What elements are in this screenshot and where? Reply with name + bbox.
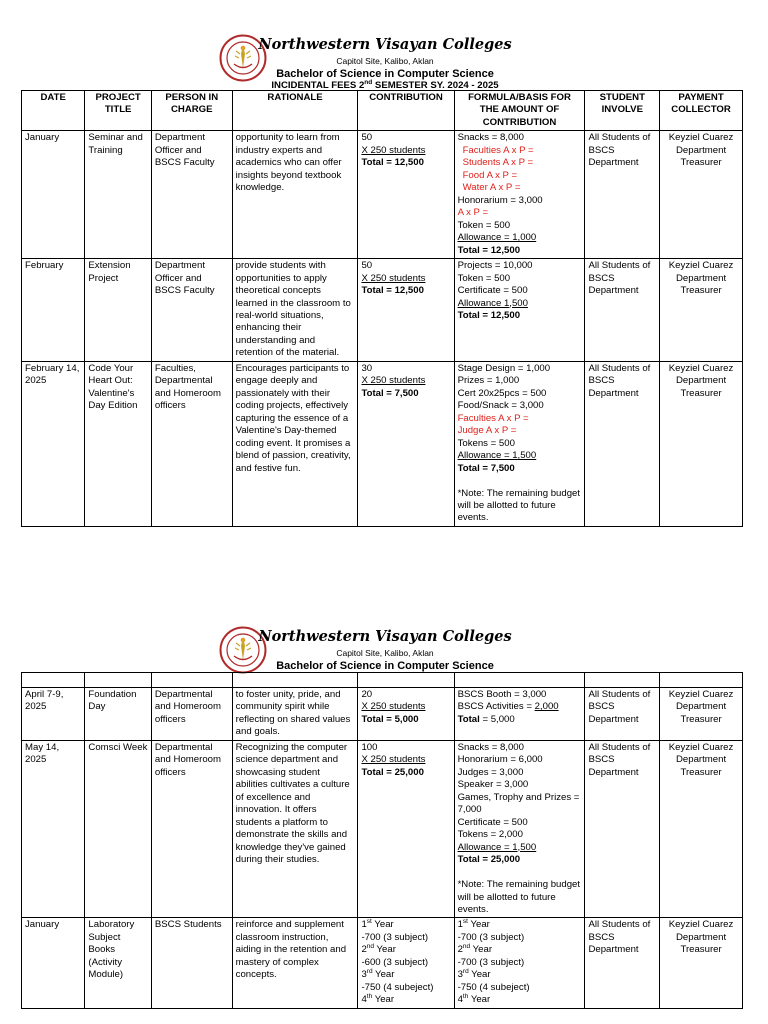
college-name: Northwestern Visayan Colleges xyxy=(258,36,512,53)
table-row xyxy=(22,361,743,526)
table-body-page1 xyxy=(22,131,743,527)
cell-formula xyxy=(454,740,585,918)
cell-rationale: Encourages participants to engage deeply and passionately with their coding projects, effectively capturing the essence of a Valentine's Day-themed coding event. It promises a blend of passion, creativity, and festive fun. xyxy=(232,361,358,526)
cell-person-in-charge: BSCS Students xyxy=(151,918,232,1008)
cell-line: Snacks = 8,000 xyxy=(457,132,524,144)
cell-line: 50 xyxy=(361,260,373,272)
cell-student-involve: All Students of BSCS Department xyxy=(585,918,660,1008)
cell-line: BSCS Booth = 3,000 xyxy=(457,689,547,700)
cell-payment-collector: Keyziel Cuarez Department Treasurer xyxy=(660,688,743,741)
cell-line: Prizes = 1,000 xyxy=(457,375,520,387)
cell-line: 30 xyxy=(361,362,373,374)
cell-line xyxy=(458,867,582,879)
cell-line: Total = 25,000 xyxy=(361,766,424,778)
college-address: Capitol Site, Kalibo, Aklan xyxy=(336,56,434,66)
cell-line: X 250 students xyxy=(361,144,426,156)
cell-line: 4th Year xyxy=(457,993,491,1006)
cell-line: Total = 5,000 xyxy=(361,713,419,725)
cell-project-title: Foundation Day xyxy=(85,688,151,741)
cell-line: Total = 12,500 xyxy=(361,285,424,297)
page1-header xyxy=(0,34,768,96)
cell-line: Tokens = 500 xyxy=(457,437,515,449)
cell-line: 3rd Year xyxy=(457,968,491,981)
table-row xyxy=(22,131,743,259)
cell-line: -700 (3 subject) xyxy=(457,956,525,968)
cell-line: 100 xyxy=(361,741,378,753)
program-title: Bachelor of Science in Computer Science xyxy=(276,68,494,80)
cell-line: Snacks = 8,000 xyxy=(457,741,524,753)
column-header-payment-collector: PAYMENT COLLECTOR xyxy=(660,91,743,131)
cell-person-in-charge: Departmental and Homeroom officers xyxy=(151,740,232,918)
cell-line: Allowance = 1,500 xyxy=(457,450,537,462)
cell-line xyxy=(458,475,582,487)
cell-line: Certificate = 500 xyxy=(457,285,528,297)
cell-student-involve: All Students of BSCS Department xyxy=(585,740,660,918)
cell-line: Stage Design = 1,000 xyxy=(457,362,551,374)
cell-line: Faculties A x P = xyxy=(462,144,534,156)
incidental-fees-table-continued xyxy=(21,672,743,1009)
program-title: Bachelor of Science in Computer Science xyxy=(276,660,494,672)
cell-line: Total = 7,500 xyxy=(457,462,515,474)
table-row xyxy=(22,918,743,1008)
cell-project-title: Extension Project xyxy=(85,259,151,362)
column-header-formula: FORMULA/BASIS FOR THE AMOUNT OF CONTRIBUTION xyxy=(454,91,585,131)
cell-line: X 250 students xyxy=(361,375,426,387)
cell-line: Token = 500 xyxy=(457,219,511,231)
cell-line: Total = 12,500 xyxy=(361,157,424,169)
cell-line: Total = 5,000 xyxy=(457,713,515,725)
cell-line: Total = 12,500 xyxy=(457,244,521,256)
cell-line: Allowance = 1,500 xyxy=(457,841,537,853)
cell-line: Judges = 3,000 xyxy=(457,766,524,778)
cell-person-in-charge: Department Officer and BSCS Faculty xyxy=(151,259,232,362)
cell-rationale: Recognizing the computer science department and showcasing student abilities cultivates a culture of excellence and innovation. It offers students a platform to demonstrate the skills and knowledge they've gained during their studies. xyxy=(232,740,358,918)
cell-payment-collector: Keyziel Cuarez Department Treasurer xyxy=(660,259,743,362)
cell-line: Games, Trophy and Prizes = 7,000 xyxy=(457,791,580,816)
college-address: Capitol Site, Kalibo, Aklan xyxy=(336,648,434,658)
incidental-fees-table xyxy=(21,90,743,527)
cell-line: 2nd Year xyxy=(457,943,493,956)
column-header-student-involve: STUDENT INVOLVE xyxy=(585,91,660,131)
cell-line: Token = 500 xyxy=(457,272,511,284)
cell-line: A x P = xyxy=(457,207,489,219)
cell-formula xyxy=(454,131,585,259)
cell-line: Total = 7,500 xyxy=(361,387,419,399)
cell-line: 3rd Year xyxy=(361,968,395,981)
cell-payment-collector: Keyziel Cuarez Department Treasurer xyxy=(660,740,743,918)
table-header-row xyxy=(22,91,743,131)
column-header-project-title: PROJECT TITLE xyxy=(85,91,151,131)
cell-date: January xyxy=(22,918,85,1008)
cell-line: Faculties A x P = xyxy=(457,412,529,424)
cell-line: -750 (4 subeject) xyxy=(457,981,530,993)
cell-line: Honorarium = 6,000 xyxy=(457,754,543,766)
cell-line: Total = 12,500 xyxy=(457,309,521,321)
cell-line: Judge A x P = xyxy=(457,425,517,437)
cell-line: Speaker = 3,000 xyxy=(457,779,529,791)
cell-line: Projects = 10,000 xyxy=(457,260,533,272)
cell-line: 50 xyxy=(361,132,373,144)
college-name: Northwestern Visayan Colleges xyxy=(258,628,512,645)
cell-person-in-charge: Department Officer and BSCS Faculty xyxy=(151,131,232,259)
cell-line: Food/Snack = 3,000 xyxy=(457,400,544,412)
cell-student-involve: All Students of BSCS Department xyxy=(585,361,660,526)
cell-student-involve: All Students of BSCS Department xyxy=(585,259,660,362)
column-header-date: DATE xyxy=(22,91,85,131)
cell-line: Total = 25,000 xyxy=(457,854,521,866)
table-row xyxy=(22,259,743,362)
cell-rationale: reinforce and supplement classroom instruction, aiding in the retention and mastery of complex concepts. xyxy=(232,918,358,1008)
cell-line: Honorarium = 3,000 xyxy=(457,194,543,206)
cell-date: February 14, 2025 xyxy=(22,361,85,526)
cell-line: X 250 students xyxy=(361,272,426,284)
cell-line: 1st Year xyxy=(457,918,490,931)
cell-line: Cert 20x25pcs = 500 xyxy=(457,387,547,399)
cell-project-title: Seminar and Training xyxy=(85,131,151,259)
cell-rationale: to foster unity, pride, and community spirit while reflecting on shared values and goals. xyxy=(232,688,358,741)
table-row xyxy=(22,740,743,918)
cell-formula xyxy=(454,688,585,741)
cell-project-title: Code Your Heart Out: Valentine's Day Edition xyxy=(85,361,151,526)
cell-line: Tokens = 2,000 xyxy=(457,829,523,841)
cell-payment-collector: Keyziel Cuarez Department Treasurer xyxy=(660,918,743,1008)
fees-subtitle: INCIDENTAL FEES 2nd SEMESTER SY. 2024 - 2025 xyxy=(271,78,499,91)
cell-person-in-charge: Faculties, Departmental and Homeroom officers xyxy=(151,361,232,526)
cell-project-title: Laboratory Subject Books (Activity Module) xyxy=(85,918,151,1008)
cell-student-involve: All Students of BSCS Department xyxy=(585,131,660,259)
cell-student-involve: All Students of BSCS Department xyxy=(585,688,660,741)
cell-line: Water A x P = xyxy=(462,182,521,194)
cell-date: January xyxy=(22,131,85,259)
cell-contribution xyxy=(358,361,454,526)
cell-date: May 14, 2025 xyxy=(22,740,85,918)
table-row xyxy=(22,688,743,741)
cell-person-in-charge: Departmental and Homeroom officers xyxy=(151,688,232,741)
cell-line: Certificate = 500 xyxy=(457,816,528,828)
cell-line: 1st Year xyxy=(361,918,394,931)
cell-line: -700 (3 subject) xyxy=(361,931,429,943)
cell-contribution xyxy=(358,259,454,362)
cell-line: Students A x P = xyxy=(462,157,534,169)
cell-project-title: Comsci Week xyxy=(85,740,151,918)
cell-payment-collector: Keyziel Cuarez Department Treasurer xyxy=(660,131,743,259)
cell-line: Allowance 1,500 xyxy=(457,297,528,309)
cell-contribution xyxy=(358,740,454,918)
cell-line: Allowance = 1,000 xyxy=(457,232,537,244)
cell-line: *Note: The remaining budget will be allotted to future events. xyxy=(457,487,581,524)
cell-line: -700 (3 subject) xyxy=(457,931,525,943)
cell-line: X 250 students xyxy=(361,754,426,766)
cell-formula xyxy=(454,259,585,362)
cell-date: April 7-9, 2025 xyxy=(22,688,85,741)
cell-contribution xyxy=(358,918,454,1008)
cell-line: BSCS Activities = 2,000 xyxy=(457,701,559,713)
cell-formula xyxy=(454,361,585,526)
empty-header-row xyxy=(22,673,743,688)
column-header-person-in-charge: PERSON IN CHARGE xyxy=(151,91,232,131)
cell-line: 4th Year xyxy=(361,993,395,1006)
cell-payment-collector: Keyziel Cuarez Department Treasurer xyxy=(660,361,743,526)
cell-formula xyxy=(454,918,585,1008)
column-header-contribution: CONTRIBUTION xyxy=(358,91,454,131)
cell-line: -750 (4 subeject) xyxy=(361,981,434,993)
cell-date: February xyxy=(22,259,85,362)
cell-line: Food A x P = xyxy=(462,169,518,181)
cell-contribution xyxy=(358,688,454,741)
column-header-rationale: RATIONALE xyxy=(232,91,358,131)
cell-rationale: opportunity to learn from industry experts and academics who can offer insights beyond textbook knowledge. xyxy=(232,131,358,259)
cell-line: 20 xyxy=(361,689,373,700)
cell-line: 2nd Year xyxy=(361,943,396,956)
cell-line: X 250 students xyxy=(361,701,426,713)
cell-line: *Note: The remaining budget will be allotted to future events. xyxy=(457,879,581,915)
cell-rationale: provide students with opportunities to apply theoretical concepts learned in the classroom to real-world situations, enhancing their understanding and retention of the material. xyxy=(232,259,358,362)
table-body-page2 xyxy=(22,673,743,1009)
cell-line: -600 (3 subject) xyxy=(361,956,429,968)
cell-contribution xyxy=(358,131,454,259)
